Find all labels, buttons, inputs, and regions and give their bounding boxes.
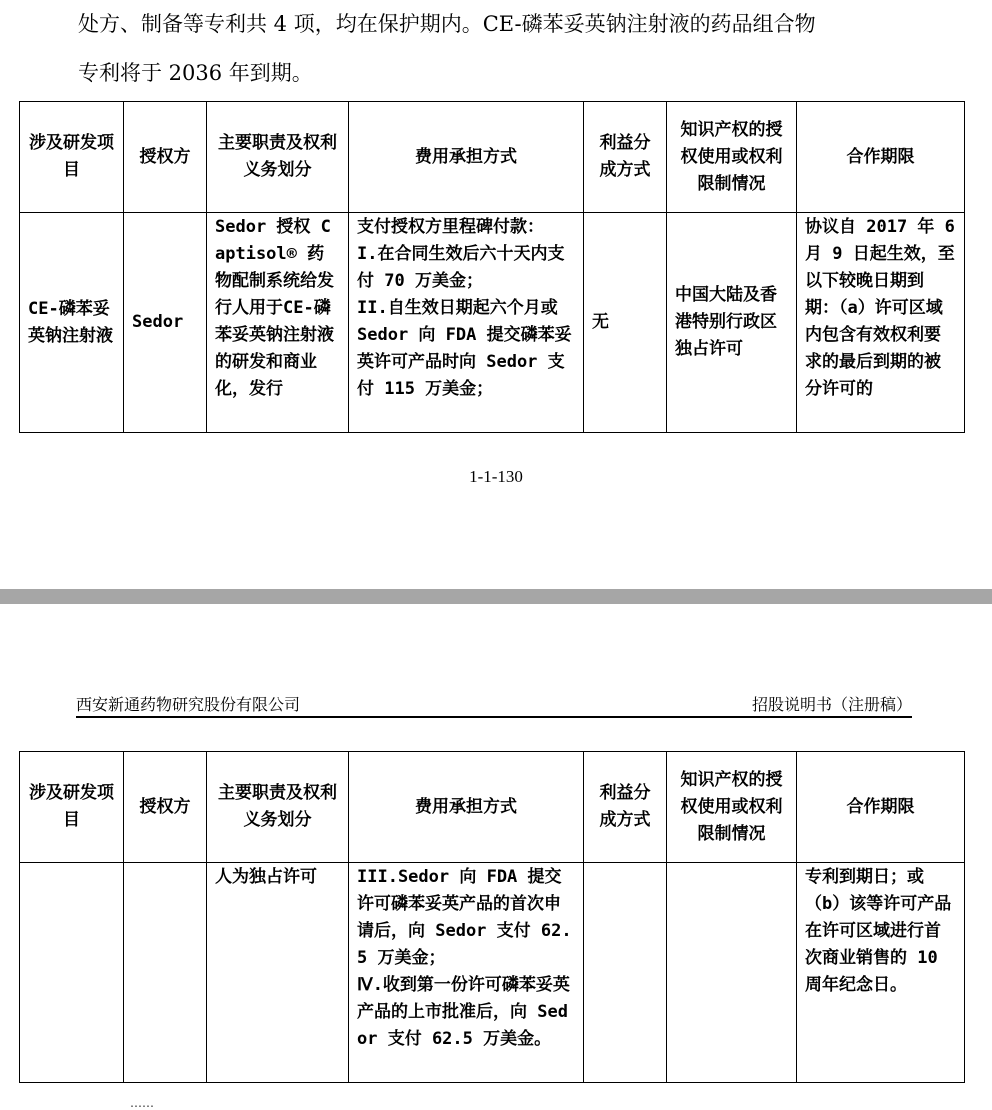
header-fees: 费用承担方式 <box>349 102 584 213</box>
cell-licensor <box>124 863 207 1083</box>
header-period: 合作期限 <box>797 102 965 213</box>
header-ip: 知识产权的授权使用或权利限制情况 <box>667 752 797 863</box>
header-duties: 主要职责及权利义务划分 <box>207 752 349 863</box>
cell-fees: 支付授权方里程碑付款： I.在合同生效后六十天内支付 70 万美金； II.自生效日期起六个月或 Sedor 向 FDA 提交磷苯妥英许可产品时向 Sedor 支付 115 万美金； <box>349 213 584 433</box>
header-company-name: 西安新通药物研究股份有限公司 <box>76 695 301 714</box>
cell-duties: Sedor 授权 Captisol® 药物配制系统给发行人用于CE-磷苯妥英钠注射液的研发和商业化，发行 <box>207 213 349 433</box>
table-header-row <box>20 102 965 213</box>
header-period: 合作期限 <box>797 752 965 863</box>
cell-licensor: Sedor <box>124 213 207 433</box>
header-ip: 知识产权的授权使用或权利限制情况 <box>667 102 797 213</box>
intro-line-1: 处方、制备等专利共 4 项，均在保护期内。CE-磷苯妥英钠注射液的药品组合物 <box>78 12 816 36</box>
header-document-title: 招股说明书（注册稿） <box>751 695 912 714</box>
license-table-page-2 <box>19 751 965 1083</box>
footer-fragment: …… <box>130 1096 154 1110</box>
table-row <box>20 863 965 1083</box>
cell-period: 协议自 2017 年 6 月 9 日起生效，至以下较晚日期到期：（a）许可区域内包含有效权利要求的最后到期的被分许可的 <box>797 213 965 433</box>
cell-ip: 中国大陆及香港特别行政区独占许可 <box>667 213 797 433</box>
header-licensor: 授权方 <box>124 752 207 863</box>
header-project: 涉及研发项目 <box>20 752 124 863</box>
license-table-page-1 <box>19 101 965 433</box>
cell-ip <box>667 863 797 1083</box>
table-header-row <box>20 752 965 863</box>
cell-fees: III.Sedor 向 FDA 提交许可磷苯妥英产品的首次申请后，向 Sedor 支付 62.5 万美金； Ⅳ.收到第一份许可磷苯妥英产品的上市批准后，向 Sedor 支付 62.5 万美金。 <box>349 863 584 1083</box>
page-break-divider <box>0 589 992 604</box>
header-profit: 利益分成方式 <box>584 752 667 863</box>
cell-duties: 人为独占许可 <box>207 863 349 1083</box>
header-licensor: 授权方 <box>124 102 207 213</box>
header-project: 涉及研发项目 <box>20 102 124 213</box>
cell-profit: 无 <box>584 213 667 433</box>
intro-line-2: 专利将于 2036 年到期。 <box>78 61 313 85</box>
header-fees: 费用承担方式 <box>349 752 584 863</box>
cell-profit <box>584 863 667 1083</box>
page-number: 1-1-130 <box>469 467 523 486</box>
header-profit: 利益分成方式 <box>584 102 667 213</box>
table-row <box>20 213 965 433</box>
cell-project: CE-磷苯妥英钠注射液 <box>20 213 124 433</box>
header-duties: 主要职责及权利义务划分 <box>207 102 349 213</box>
cell-period: 专利到期日；或（b）该等许可产品在许可区域进行首次商业销售的 10 周年纪念日。 <box>797 863 965 1083</box>
cell-project <box>20 863 124 1083</box>
page-header <box>76 692 912 718</box>
